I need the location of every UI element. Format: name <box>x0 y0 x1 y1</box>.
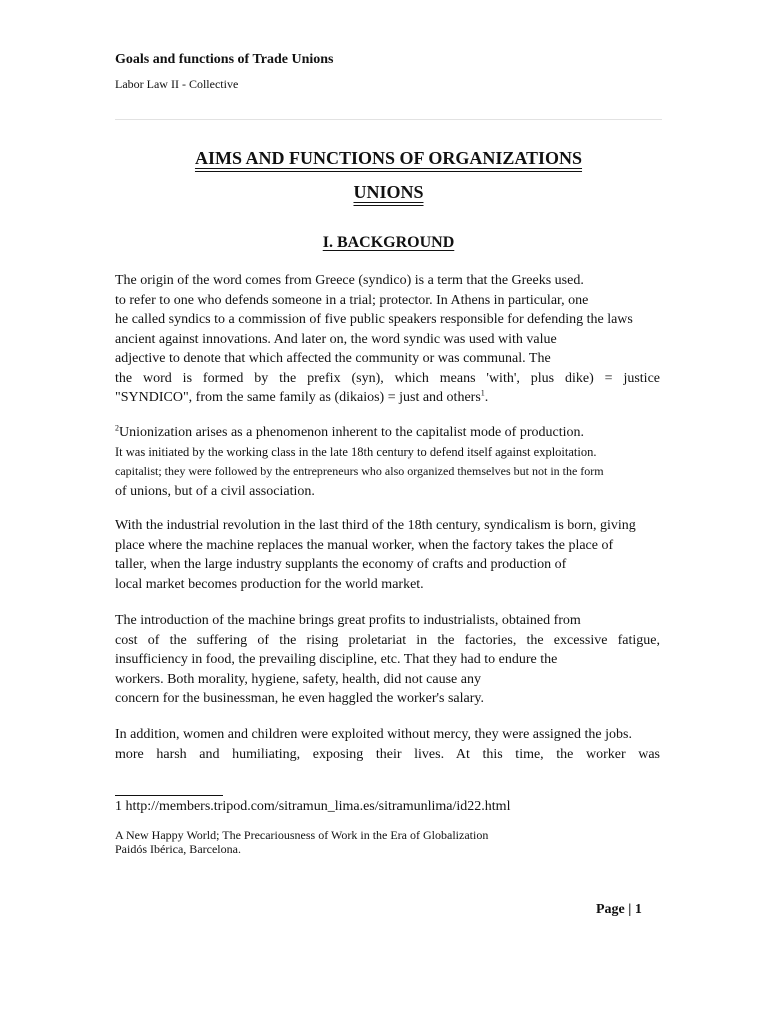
paragraph-4 <box>115 611 660 709</box>
paragraph-line: In addition, women and children were exploited without mercy, they were assigned the jobs. <box>115 727 632 742</box>
paragraph-line: ancient against innovations. And later on, the word syndic was used with value <box>115 331 557 347</box>
paragraph-line-with-marker <box>115 423 660 443</box>
paragraph-line: he called syndics to a commission of five public speakers responsible for defending the laws <box>115 312 633 327</box>
footnote-marker: 2 <box>115 423 119 433</box>
paragraph-3 <box>115 516 660 594</box>
paragraph-line: With the industrial revolution in the last third of the 18th century, syndicalism is born, giving <box>115 518 636 533</box>
section-heading-text: I. BACKGROUND <box>322 234 455 251</box>
header-title: Goals and functions of Trade Unions <box>115 52 334 67</box>
footnote-ref: 1 <box>480 388 485 398</box>
paragraph-line-text: Unionization arises as a phenomenon inherent to the capitalist mode of production. <box>119 425 584 440</box>
paragraph-line: local market becomes production for the world market. <box>115 576 424 592</box>
paragraph-line: cost of the suffering of the rising proletariat in the factories, the excessive fatigue, <box>115 632 660 648</box>
paragraph-line: The introduction of the machine brings great profits to industrialists, obtained from <box>115 613 581 628</box>
paragraph-1 <box>115 271 660 408</box>
paragraph-line: concern for the businessman, he even haggled the worker's salary. <box>115 691 484 706</box>
paragraph-5 <box>115 725 660 764</box>
footnote-2-line-1: A New Happy World; The Precariousness of Work in the Era of Globalization <box>115 828 489 842</box>
paragraph-line: to refer to one who defends someone in a trial; protector. In Athens in particular, one <box>115 292 589 308</box>
footnote-2-line-2: Paidós Ibérica, Barcelona. <box>115 842 241 856</box>
paragraph-line-text: "SYNDICO", from the same family as (dikaios) = just and others <box>115 390 481 405</box>
paragraph-line: more harsh and humiliating, exposing their lives. At this time, the worker was <box>115 746 660 762</box>
paragraph-line: capitalist; they were followed by the entrepreneurs who also organized themselves but not in the form <box>115 464 604 478</box>
document-title-line-2 <box>115 182 662 203</box>
header-divider <box>115 119 662 120</box>
section-heading <box>115 234 662 252</box>
title-line-2-text: UNIONS <box>353 182 424 202</box>
paragraph-line: taller, when the large industry supplants the economy of crafts and production of <box>115 557 567 572</box>
document-title-line-1 <box>115 148 662 169</box>
paragraph-line: It was initiated by the working class in the late 18th century to defend itself against exploitation. <box>115 444 597 459</box>
footnote-separator <box>115 795 223 796</box>
header-subtitle: Labor Law II - Collective <box>115 77 239 91</box>
paragraph-line: of unions, but of a civil association. <box>115 483 315 499</box>
paragraph-line: insufficiency in food, the prevailing discipline, etc. That they had to endure the <box>115 652 558 667</box>
title-line-1-text: AIMS AND FUNCTIONS OF ORGANIZATIONS <box>194 148 583 168</box>
footnote-2 <box>115 828 488 856</box>
paragraph-line: adjective to denote that which affected the community or was communal. The <box>115 351 551 366</box>
paragraph-line: the word is formed by the prefix (syn), which means 'with', plus dike) = justice <box>115 370 660 386</box>
paragraph-line-with-footnote: "SYNDICO", from the same family as (dikaios) = just and others$^1$. <box>115 388 489 405</box>
paragraph-2 <box>115 423 660 501</box>
paragraph-line: The origin of the word comes from Greece (syndico) is a term that the Greeks used. <box>115 273 584 288</box>
paragraph-line: place where the machine replaces the manual worker, when the factory takes the place of <box>115 537 614 553</box>
page-number: Page | 1 <box>596 902 642 917</box>
footnote-1: 1 http://members.tripod.com/sitramun_lima.es/sitramunlima/id22.html <box>115 799 511 814</box>
paragraph-line: workers. Both morality, hygiene, safety, health, did not cause any <box>115 671 481 687</box>
